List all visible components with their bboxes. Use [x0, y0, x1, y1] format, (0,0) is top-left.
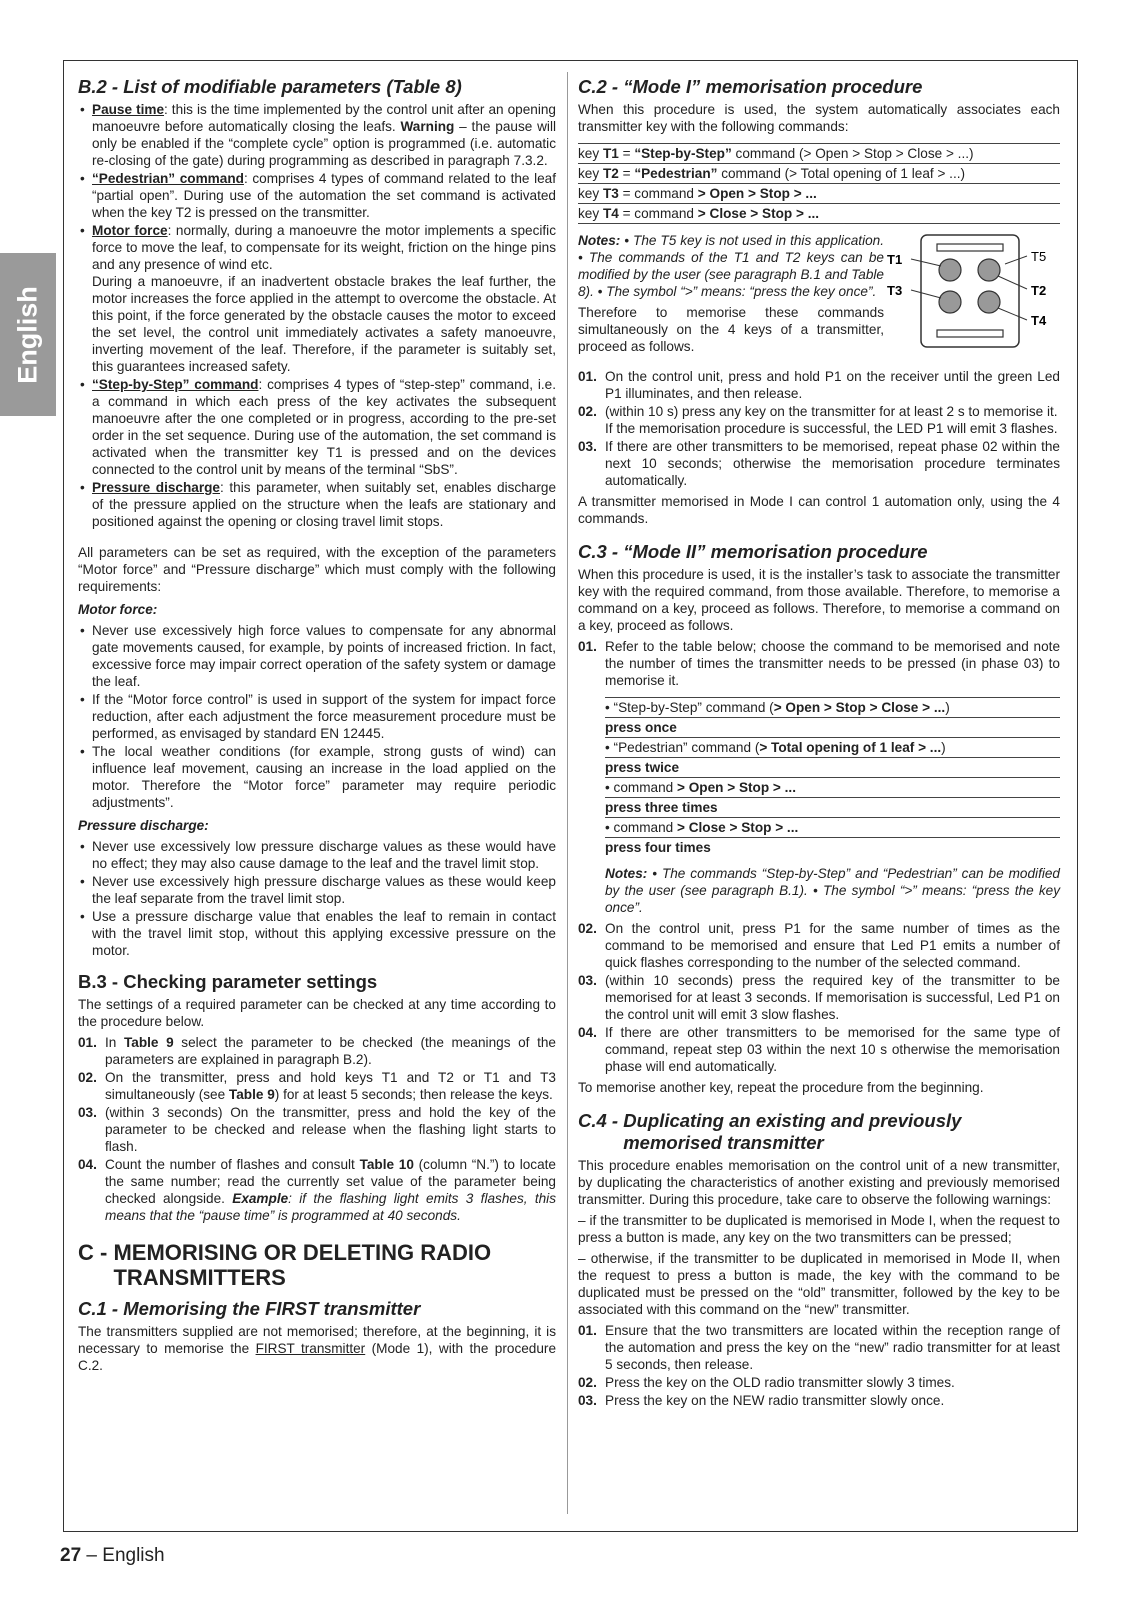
table-row: • “Step-by-Step” command (> Open > Stop > Close > ...) — [605, 698, 1060, 718]
label-t2: T2 — [1031, 283, 1047, 298]
list-item: • Never use excessively high pressure discharge values as these would keep the leaf separate from the travel limit stop. — [78, 873, 556, 907]
c3-step-1 — [578, 638, 1060, 689]
step-item: 01. On the control unit, press and hold P1 on the receiver until the green Led P1 illuminates, and then release. — [578, 369, 1060, 401]
b3-steps — [78, 1034, 556, 1224]
c4-warning-2: – otherwise, if the transmitter to be duplicated in memorised in Mode II, when the request to press a button is made, the key with the command to be duplicated must be pressed on the “old” transmitter, followed by the key to be associated with this command on the “new” transmitter. — [578, 1251, 1060, 1317]
language-side-tab — [0, 253, 56, 416]
motor-force-list — [78, 622, 556, 811]
table-row: key T2 = “Pedestrian” command (> Total opening of 1 leaf > ...) — [578, 164, 1060, 184]
table-row: • command > Close > Stop > ... — [605, 818, 1060, 838]
command-press-table — [605, 697, 1060, 857]
side-tab-label: English — [12, 285, 43, 384]
label-t3: T3 — [887, 283, 903, 298]
page-footer: 27 – English — [60, 1545, 165, 1566]
list-item: • “Pedestrian” command: comprises 4 types of command related to the leaf “partial open”. During use of the automation the set command is activated when the key T2 is pressed on the transmitter. — [78, 170, 556, 221]
step-item: 03. (within 10 seconds) press the required key of the transmitter to be memorised for at least 3 seconds. If memorisation is successful, Led P1 on the control unit will emit 3 slow flashes. — [578, 973, 1060, 1022]
list-item: • Pause time: this is the time implemented by the control unit after an opening manoeuvre before automatically closing the leafs. Warning – the pause will only be enabled if the “complete cycle” option is programmed (i.e. automatic re-closing of the gate) during programming as described in paragraph 7.3.2. — [78, 101, 556, 169]
notes-with-figure — [578, 232, 1060, 368]
column-divider — [567, 72, 568, 1514]
list-item: • “Step-by-Step” command: comprises 4 types of “step-step” command, i.e. a command in which each press of the key activates the subsequent manoeuvre after the one completed or in progress, according to the pre-set order in the set sequence. During use of the automation, the set command is activated when the transmitter key T1 is pressed and on the devices connected to the control unit by means of the terminal “SbS”. — [78, 376, 556, 478]
step-item: 03. Press the key on the NEW radio transmitter slowly once. — [578, 1393, 945, 1408]
c1-title: C.1 - Memorising the FIRST transmitter — [78, 1298, 421, 1319]
b3-title: B.3 - Checking parameter settings — [78, 971, 378, 992]
label-t4: T4 — [1031, 313, 1047, 328]
step-item: 03. (within 3 seconds) On the transmitter, press and hold the key of the parameter to be checked and release when the flashing light starts to flash. — [78, 1105, 556, 1154]
step-item: 04. If there are other transmitters to be memorised for the same type of command, repeat step 03 within the next 10 s otherwise the memorisation phase will end automatically. — [578, 1025, 1060, 1074]
c3-outro: To memorise another key, repeat the procedure from the beginning. — [578, 1080, 984, 1095]
table-row: key T4 = command > Close > Stop > ... — [578, 204, 1060, 224]
key-t2-shape — [978, 259, 1000, 281]
c1-text: The transmitters supplied are not memorised; therefore, at the beginning, it is necessary to memorise the FIRST transmitter (Mode 1), with the procedure C.2. — [78, 1324, 557, 1373]
label-t1: T1 — [887, 252, 903, 267]
table-row: press once — [605, 718, 1060, 738]
pressure-discharge-heading: Pressure discharge: — [78, 818, 209, 833]
c3-intro: When this procedure is used, it is the installer’s task to associate the transmitter key with the required command, from those available. Therefore, to memorise a command on a key, proceed as follows. Therefore, to memorise a command on a key, proceed as follows. — [578, 567, 1060, 633]
list-item: • Never use excessively low pressure discharge values as these would have no effect; they may also cause damage to the leaf and the travel limit stop. — [78, 838, 556, 872]
first-transmitter-link: FIRST transmitter — [255, 1341, 366, 1356]
notes-1: Notes: • The T5 key is not used in this application. • The commands of the T1 and T2 keys can be modified by the user (see paragraph B.1 and Table 8). • The symbol “>” means: “press the key once”. — [578, 233, 884, 299]
list-item: • Motor force: normally, during a manoeuvre the motor implements a specific force to move the leaf, to compensate for its weight, friction on the hinge pins and any presence of wind etc. During a manoeuvre, if an inadvertent obstacle brakes the leaf further, the motor increases the force applied in the attempt to overcome the obstacle. At this point, if the force generated by the obstacle causes the motor to exceed the set level, the control unit immediately activates a safety manoeuvre, inverting movement of the leaf. Therefore, if the parameter is suitably set, this guarantees increased safety. — [78, 222, 556, 375]
step-item: 03. If there are other transmitters to be memorised, repeat phase 02 within the next 10 seconds; otherwise the memorisation procedure terminates automatically. — [578, 439, 1060, 488]
key-t4-shape — [978, 291, 1000, 313]
b3-intro: The settings of a required parameter can be checked at any time according to the procedure below. — [78, 997, 556, 1029]
c2-title: C.2 - “Mode I” memorisation procedure — [578, 76, 923, 97]
list-item: • If the “Motor force control” is used in support of the system for impact force reduction, after each adjustment the force measurement procedure must be performed, as envisaged by standard EN 12445. — [78, 691, 556, 742]
step-item: 02. On the control unit, press P1 for the same number of times as the command to be memorised and ensure that Led P1 emits a number of quick flashes corresponding to the number of the selected command. — [578, 921, 1060, 970]
step-item: 04. Count the number of flashes and consult Table 10 (column “N.”) to locate the same number; read the currently set value of the parameter being checked alongside. Example: if the flashing light emits 3 flashes, this means that the “pause time” is programmed at 40 seconds. — [78, 1157, 556, 1223]
footer-language: English — [102, 1545, 165, 1566]
c2-outro: A transmitter memorised in Mode I can control 1 automation only, using the 4 commands. — [578, 494, 1060, 526]
c4-steps — [578, 1322, 1060, 1409]
section-c-title: C - MEMORISING OR DELETING RADIO TRANSMITTERS — [78, 1240, 492, 1290]
table-row: press four times — [605, 840, 711, 855]
c4-title: C.4 - Duplicating an existing and previously memorised transmitter — [578, 1110, 962, 1153]
key-command-table — [578, 143, 1060, 224]
step-item: 02. (within 10 s) press any key on the transmitter for at least 2 s to memorise it. If the memorisation procedure is successful, the LED P1 will emit 3 flashes. — [578, 404, 1058, 436]
step-item: 02. Press the key on the OLD radio transmitter slowly 3 times. — [578, 1375, 955, 1390]
c3-title: C.3 - “Mode II” memorisation procedure — [578, 541, 928, 562]
step-item: 02. On the transmitter, press and hold keys T1 and T2 or T1 and T3 simultaneously (see Table 9) for at least 5 seconds; then release the keys. — [78, 1070, 556, 1102]
table-row: • command > Open > Stop > ... — [605, 778, 1060, 798]
all-params-text: All parameters can be set as required, with the exception of the parameters “Motor force” and “Pressure discharge” which must comply with the following requirements: — [78, 545, 556, 594]
c4-intro: This procedure enables memorisation on the control unit of a new transmitter, by duplicating the characteristics of another existing and previously memorised transmitter. During this procedure, take care to observe the following warnings: — [578, 1158, 1060, 1207]
c4-warning-1: – if the transmitter to be duplicated is memorised in Mode I, when the request to press a button is made, any key on the two transmitters can be pressed; — [578, 1213, 1060, 1245]
table-row: press twice — [605, 758, 1060, 778]
key-t1-shape — [939, 259, 961, 281]
list-item: • The local weather conditions (for example, strong gusts of wind) can influence leaf movement, causing an increase in the load applied on the motor. Therefore the “Motor force” parameter may require periodic adjustments”. — [78, 743, 556, 811]
key-t3-shape — [939, 291, 961, 313]
table-row: key T3 = command > Open > Stop > ... — [578, 184, 1060, 204]
list-item: • Use a pressure discharge value that enables the leaf to remain in contact with the travel limit stop, without this applying excessive pressure on the motor. — [78, 908, 556, 959]
c2-steps — [578, 368, 1060, 489]
b2-title: B.2 - List of modifiable parameters (Table 8) — [78, 76, 462, 97]
c3-steps — [578, 920, 1060, 1075]
step-item: 01. In Table 9 select the parameter to be checked (the meanings of the parameters are explained in paragraph B.2). — [78, 1035, 556, 1067]
b2-list — [78, 101, 556, 530]
step-item: 01. Refer to the table below; choose the command to be memorised and note the number of times the transmitter needs to be pressed (in phase 03) to memorise it. — [578, 639, 1060, 688]
table-row: key T1 = “Step-by-Step” command (> Open > Stop > Close > ...) — [578, 144, 1060, 164]
right-column — [578, 72, 1060, 1413]
transmitter-keys-figure — [885, 232, 1057, 368]
therefore-text: Therefore to memorise these commands simultaneously on the 4 keys of a transmitter, proceed as follows. — [578, 305, 884, 354]
table-row: • “Pedestrian” command (> Total opening of 1 leaf > ...) — [605, 738, 1060, 758]
page-number: 27 — [60, 1545, 82, 1566]
list-item: • Never use excessively high force values to compensate for any abnormal gate movements caused, for example, by points of increased friction. In fact, excessive force may impair correct operation of the safety system or damage the leaf. — [78, 622, 556, 690]
label-t5: T5 — [1031, 249, 1047, 264]
list-item: • Pressure discharge: this parameter, when suitably set, enables discharge of the pressure applied on the structure when the leafs are stationary and positioned against the opening or closing travel limit stops. — [78, 479, 556, 530]
c2-intro: When this procedure is used, the system automatically associates each transmitter key with the following commands: — [578, 102, 1060, 134]
table-row: press three times — [605, 798, 1060, 818]
motor-force-heading: Motor force: — [78, 602, 158, 617]
notes-2: Notes: • The commands “Step-by-Step” and “Pedestrian” can be modified by the user (see paragraph B.1). • The symbol “>” means: “press the key once”. — [605, 866, 1060, 915]
step-item: 01. Ensure that the two transmitters are located within the reception range of the automation and press the key on the “new” radio transmitter for at least 5 seconds, then release. — [578, 1323, 1060, 1372]
pressure-discharge-list — [78, 838, 556, 959]
left-column — [78, 72, 556, 1378]
